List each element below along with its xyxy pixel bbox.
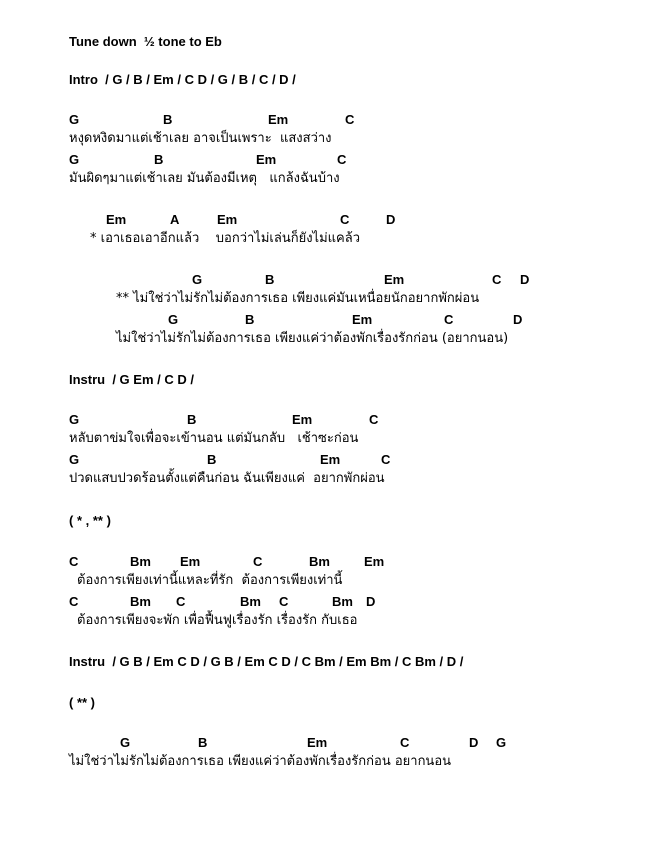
chord: C — [381, 452, 391, 467]
chord: C — [444, 312, 454, 327]
intro-line: Intro / G / B / Em / C D / G / B / C / D / — [69, 72, 296, 87]
chord: B — [207, 452, 217, 467]
chord: B — [265, 272, 275, 287]
instrumental-line: Instru / G B / Em C D / G B / Em C D / C Bm / Em Bm / C Bm / D / — [69, 654, 464, 669]
chord: Em — [320, 452, 341, 467]
chord: Em — [292, 412, 313, 427]
lyric-line: ไม่ใช่ว่าไม่รักไม่ต้องการเธอ เพียงแค่ว่าต้องพักเรื่องรักก่อน (อยากนอน) — [116, 331, 509, 346]
chord: G — [69, 112, 80, 127]
chord: C — [400, 735, 410, 750]
chord: D — [366, 594, 376, 609]
lyric-line: ปวดแสบปวดร้อนตั้งแต่คืนก่อน ฉันเพียงแค่ อยากพักผ่อน — [69, 471, 385, 486]
chord: B — [198, 735, 208, 750]
chord: Bm — [309, 554, 330, 569]
chord: B — [163, 112, 173, 127]
chord: D — [513, 312, 523, 327]
lyric-line: ไม่ใช่ว่าไม่รักไม่ต้องการเธอ เพียงแค่ว่าต้องพักเรื่องรักก่อน อยากนอน — [69, 754, 452, 769]
chord: Bm — [130, 594, 151, 609]
chord: Em — [180, 554, 201, 569]
chord: G — [69, 152, 80, 167]
repeat-marker: ( * , ** ) — [69, 513, 111, 528]
chord: B — [187, 412, 197, 427]
chord: C — [345, 112, 355, 127]
chord: G — [120, 735, 131, 750]
lyric-line: หงุดหงิดมาแต่เช้าเลย อาจเป็นเพราะ แสงสว่าง — [69, 131, 332, 146]
lyric-line: ต้องการเพียงจะพัก เพื่อฟื้นฟูเรื่องรัก เรื่องรัก กับเธอ — [77, 613, 358, 628]
chord: C — [253, 554, 263, 569]
chord: C — [279, 594, 289, 609]
chord: Bm — [332, 594, 353, 609]
chord: C — [369, 412, 379, 427]
chord: Em — [256, 152, 277, 167]
chord: C — [340, 212, 350, 227]
chord: G — [69, 452, 80, 467]
chord: C — [337, 152, 347, 167]
chord: Em — [217, 212, 238, 227]
chord: B — [245, 312, 255, 327]
chord: Em — [364, 554, 385, 569]
chord: D — [520, 272, 530, 287]
lyric-line: * เอาเธอเอาอีกแล้ว บอกว่าไม่เล่นก็ยังไม่แคล้ว — [90, 231, 360, 246]
chord: Em — [106, 212, 127, 227]
lyric-line: มันผิดๆมาแต่เช้าเลย มันต้องมีเหตุ แกล้งฉันบ้าง — [69, 171, 340, 186]
chord: Em — [268, 112, 289, 127]
chord: C — [69, 554, 79, 569]
chord: A — [170, 212, 180, 227]
chord: Em — [352, 312, 373, 327]
tuning-note: Tune down ½ tone to Eb — [69, 34, 222, 49]
chord: C — [176, 594, 186, 609]
chord: Em — [307, 735, 328, 750]
chord: G — [69, 412, 80, 427]
repeat-marker: ( ** ) — [69, 695, 95, 710]
chord: B — [154, 152, 164, 167]
lyric-line: ต้องการเพียงเท่านี้แหละที่รัก ต้องการเพียงเท่านี้ — [77, 573, 343, 588]
chord: D — [469, 735, 479, 750]
lyric-line: ** ไม่ใช่ว่าไม่รักไม่ต้องการเธอ เพียงแค่มันเหนื่อยนักอยากพักผ่อน — [116, 291, 480, 306]
chord: Bm — [240, 594, 261, 609]
chord: D — [386, 212, 396, 227]
chord: Bm — [130, 554, 151, 569]
chord: G — [496, 735, 507, 750]
chord: G — [192, 272, 203, 287]
instrumental-line: Instru / G Em / C D / — [69, 372, 194, 387]
chord: C — [69, 594, 79, 609]
chord: G — [168, 312, 179, 327]
lyric-line: หลับตาข่มใจเพื่อจะเข้านอน แต่มันกลับ เช้าซะก่อน — [69, 431, 359, 446]
chord: C — [492, 272, 502, 287]
chord: Em — [384, 272, 405, 287]
